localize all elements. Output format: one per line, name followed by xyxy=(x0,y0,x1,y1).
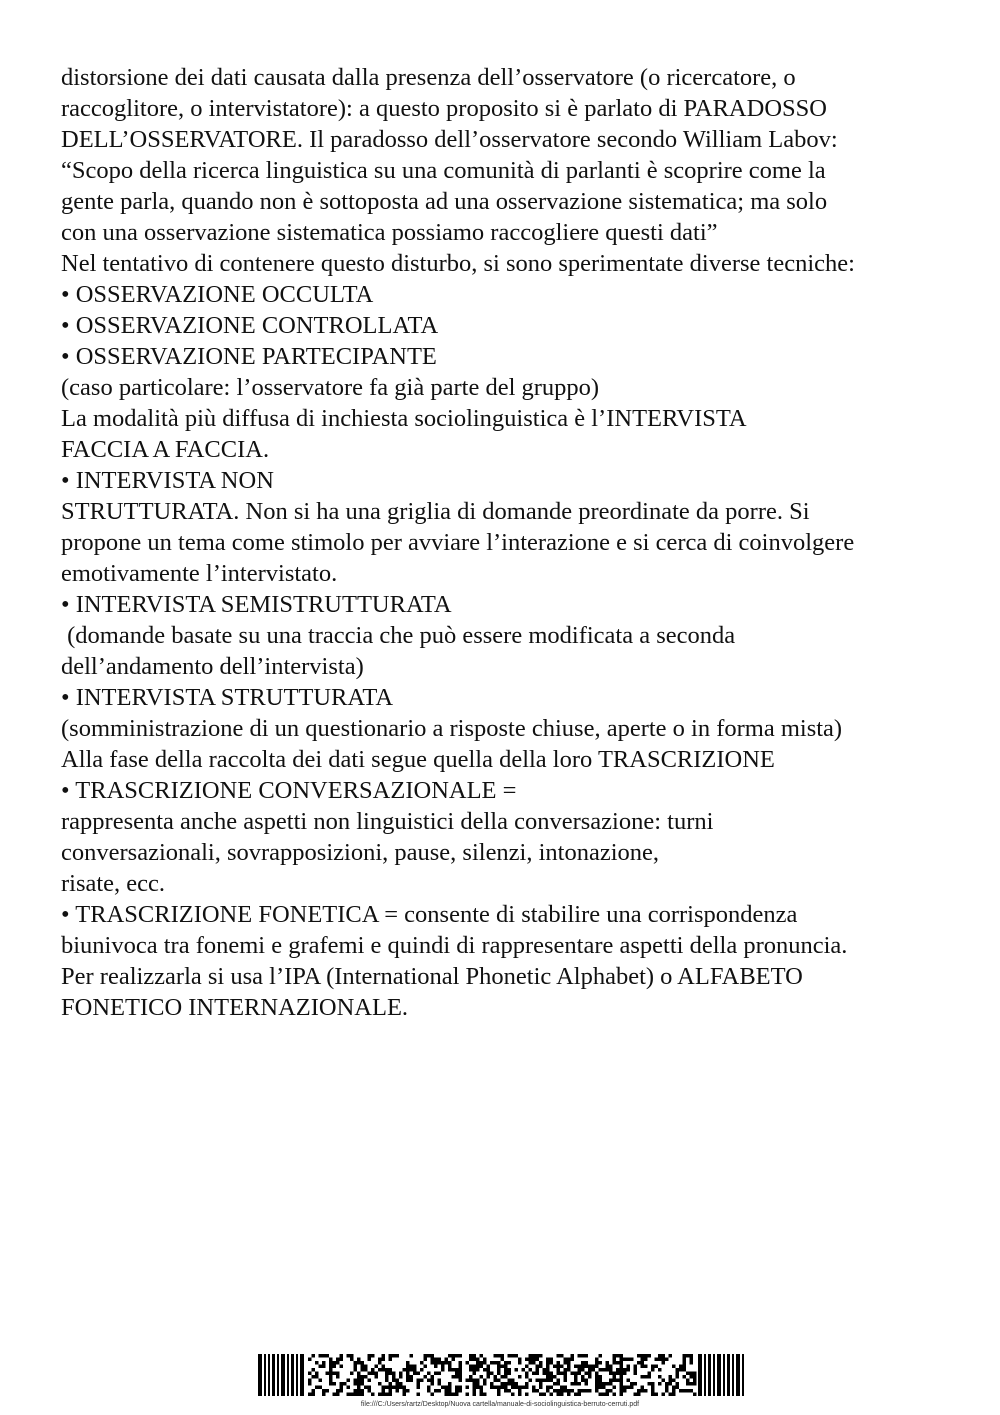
text-line: DELL’OSSERVATORE. Il paradosso dell’osservatore secondo William Labov: xyxy=(61,126,838,153)
text-line: con una osservazione sistematica possiamo raccogliere questi dati” xyxy=(61,219,718,246)
bullet-item: • INTERVISTA STRUTTURATA xyxy=(61,684,394,711)
text-line: STRUTTURATA. Non si ha una griglia di domande preordinate da porre. Si xyxy=(61,498,810,525)
barcode-graphic xyxy=(258,1354,748,1396)
text-line: biunivoca tra fonemi e grafemi e quindi di rappresentare aspetti della pronuncia. xyxy=(61,932,848,959)
text-line: emotivamente l’intervistato. xyxy=(61,560,338,587)
text-line: (somministrazione di un questionario a risposte chiuse, aperte o in forma mista) xyxy=(61,715,843,742)
text-line: risate, ecc. xyxy=(61,870,166,897)
bullet-item: • INTERVISTA NON xyxy=(61,467,274,494)
text-line: (caso particolare: l’osservatore fa già parte del gruppo) xyxy=(61,374,600,401)
text-line: rappresenta anche aspetti non linguistici della conversazione: turni xyxy=(61,808,714,835)
text-line: gente parla, quando non è sottoposta ad una osservazione sistematica; ma solo xyxy=(61,188,828,215)
text-line: distorsione dei dati causata dalla presenza dell’osservatore (o ricercatore, o xyxy=(61,64,796,91)
file-path-footer: file:///C:/Users/rartz/Desktop/Nuova cartella/manuale-di-sociolinguistica-berruto-cerruti.pdf xyxy=(360,1401,640,1408)
text-line: Nel tentativo di contenere questo disturbo, si sono sperimentate diverse tecniche: xyxy=(61,250,855,277)
text-line: Alla fase della raccolta dei dati segue quella della loro TRASCRIZIONE xyxy=(61,746,775,773)
text-line: raccoglitore, o intervistatore): a questo proposito si è parlato di PARADOSSO xyxy=(61,95,827,122)
text-line: (domande basate su una traccia che può essere modificata a seconda xyxy=(61,622,736,649)
document-body xyxy=(61,62,961,1023)
text-line: “Scopo della ricerca linguistica su una comunità di parlanti è scoprire come la xyxy=(61,157,826,184)
text-line: La modalità più diffusa di inchiesta sociolinguistica è l’INTERVISTA xyxy=(61,405,747,432)
bullet-item: • OSSERVAZIONE CONTROLLATA xyxy=(61,312,439,339)
barcode xyxy=(248,1338,756,1404)
text-line: Per realizzarla si usa l’IPA (International Phonetic Alphabet) o ALFABETO xyxy=(61,963,803,990)
bullet-item: • INTERVISTA SEMISTRUTTURATA xyxy=(61,591,452,618)
text-line: dell’andamento dell’intervista) xyxy=(61,653,364,680)
bullet-item: • TRASCRIZIONE CONVERSAZIONALE = xyxy=(61,777,517,804)
bullet-item: • OSSERVAZIONE PARTECIPANTE xyxy=(61,343,437,370)
text-line: FACCIA A FACCIA. xyxy=(61,436,270,463)
text-line: propone un tema come stimolo per avviare l’interazione e si cerca di coinvolgere xyxy=(61,529,855,556)
bullet-item: • TRASCRIZIONE FONETICA = consente di stabilire una corrispondenza xyxy=(61,901,798,928)
text-line: conversazionali, sovrapposizioni, pause, silenzi, intonazione, xyxy=(61,839,660,866)
bullet-item: • OSSERVAZIONE OCCULTA xyxy=(61,281,374,308)
text-line: FONETICO INTERNAZIONALE. xyxy=(61,994,409,1021)
